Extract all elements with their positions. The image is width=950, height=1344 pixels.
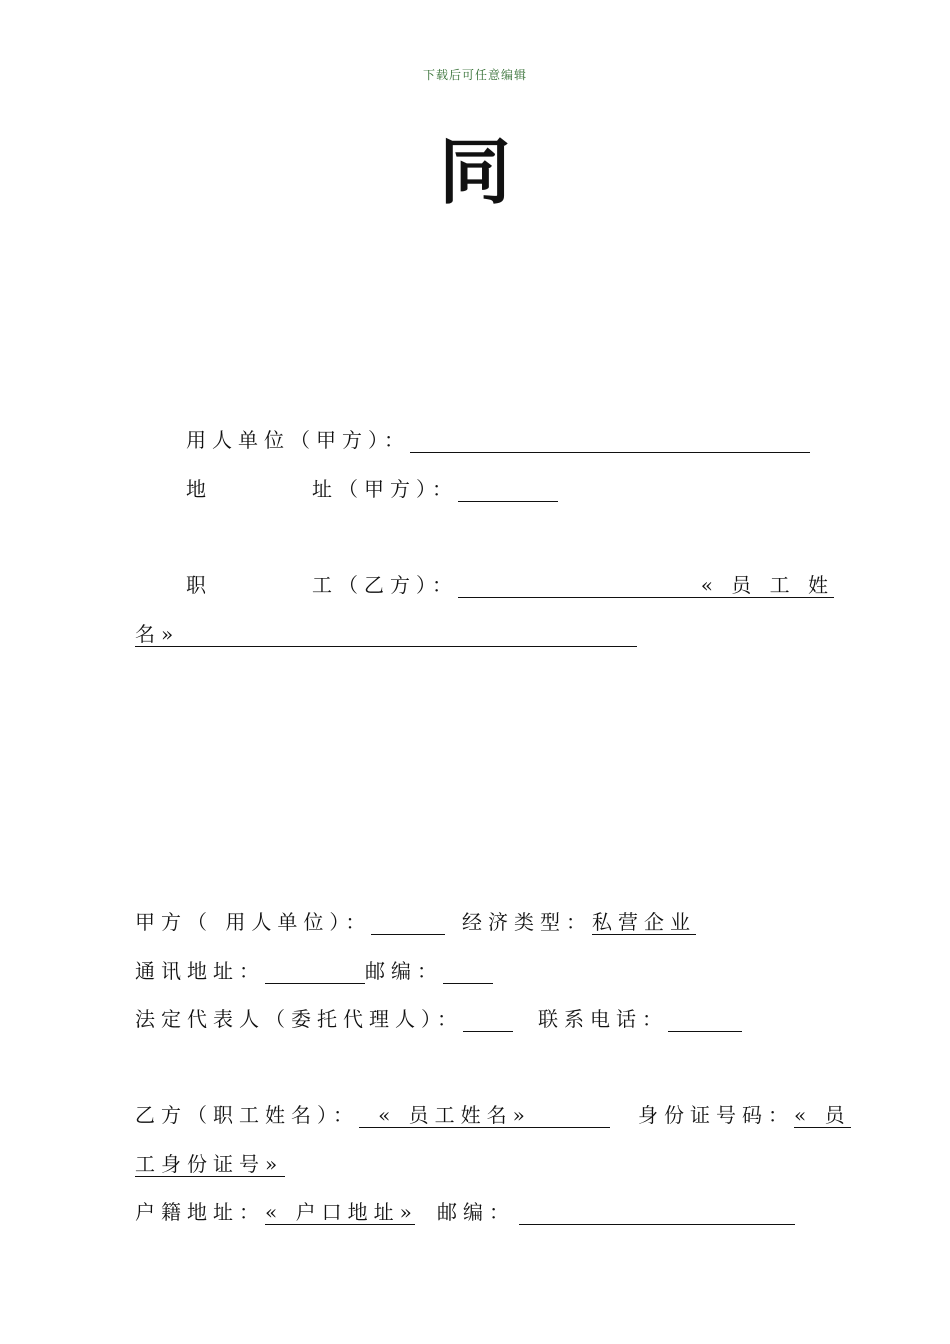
party-b-name-field[interactable] (359, 1103, 610, 1128)
phone-label: 联系电话： (538, 1007, 668, 1031)
address-label-start: 地 (186, 477, 212, 501)
party-b-postcode-field[interactable] (519, 1202, 795, 1225)
employee-label-end: 工（乙方）： (312, 573, 458, 597)
address-field[interactable] (458, 479, 558, 502)
phone-field[interactable] (668, 1009, 742, 1032)
employer-field[interactable] (410, 430, 810, 453)
id-row-wrap (135, 1151, 285, 1177)
header-note: 下载后可任意编辑 (422, 68, 527, 82)
address-label-end: 址（甲方）： (312, 477, 458, 501)
hukou-label: 户籍地址： (135, 1200, 265, 1224)
hukou-field[interactable] (265, 1200, 418, 1225)
id-value-part1[interactable]: « 员 (794, 1103, 851, 1127)
id-value-field-part2[interactable] (135, 1152, 285, 1177)
employee-name-field-part1[interactable] (458, 573, 834, 598)
party-b-row (135, 1102, 610, 1128)
address-row-cont (312, 476, 558, 502)
employer-label: 用人单位（甲方）： (186, 428, 410, 452)
party-a-field[interactable] (371, 912, 445, 935)
hukou-value: « 户口地址» (265, 1200, 418, 1224)
party-a-postcode-field[interactable] (443, 961, 493, 984)
party-a-row (135, 909, 445, 935)
econ-type-value[interactable]: 私营企业 (592, 910, 696, 934)
employee-row-wrap (135, 621, 637, 647)
id-row (638, 1102, 851, 1128)
party-a-address-label: 通讯地址： (135, 959, 265, 983)
address-row (186, 476, 212, 502)
employee-name-field-part2[interactable] (135, 622, 637, 647)
party-a-postcode-label: 邮编： (365, 959, 443, 983)
employee-row (186, 572, 212, 598)
econ-type-label: 经济类型： (462, 910, 592, 934)
employee-name-part2: 名» (135, 622, 180, 646)
legal-rep-field[interactable] (463, 1009, 513, 1032)
legal-rep-label: 法定代表人（委托代理人）： (135, 1007, 463, 1031)
party-a-label: 甲方（ 用人单位）： (135, 910, 372, 934)
party-b-label: 乙方（职工姓名）： (135, 1103, 359, 1127)
phone-row (538, 1006, 742, 1032)
party-b-name-value: « 员工姓名» (378, 1103, 531, 1127)
hukou-row (135, 1199, 418, 1225)
party-b-postcode-row (437, 1199, 795, 1225)
id-value-part2: 工身份证号» (135, 1152, 284, 1176)
party-a-address-row (135, 958, 493, 984)
employee-label-start: 职 (186, 573, 212, 597)
legal-rep-row (135, 1006, 513, 1032)
employee-row-cont (312, 572, 834, 598)
party-a-address-field[interactable] (265, 961, 365, 984)
employer-row (186, 427, 810, 453)
econ-type-row (462, 909, 696, 935)
party-b-postcode-label: 邮编： (437, 1200, 515, 1224)
id-label: 身份证号码： (638, 1103, 794, 1127)
employee-name-part1: « 员 工 姓 (700, 573, 834, 597)
page-title: 同 (438, 130, 511, 214)
